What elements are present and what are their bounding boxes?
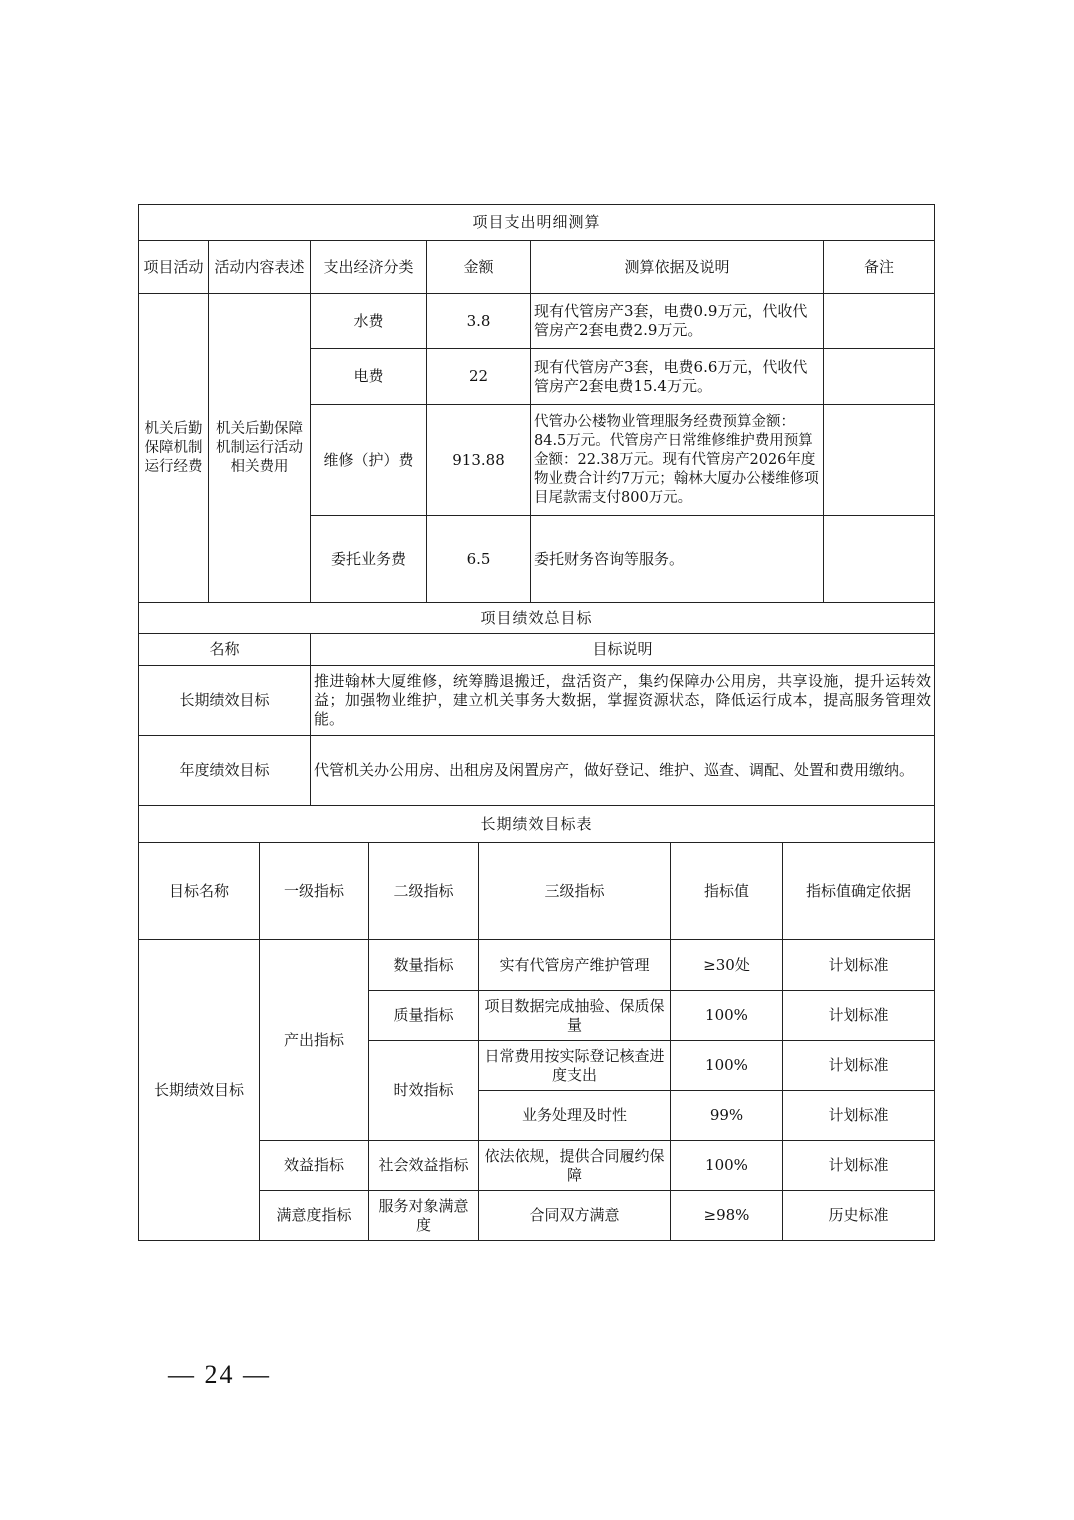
expense-basis: 代管办公楼物业管理服务经费预算金额：84.5万元。代管房产日常维修维护费用预算金额：22.38万元。现有代管房产2026年度物业费合计约7万元；翰林大厦办公楼维修项目尾款需支付800万元。	[530, 404, 824, 516]
indicator-basis: 计划标准	[782, 1140, 935, 1191]
indicator-basis: 计划标准	[782, 939, 935, 991]
level3-indicator: 项目数据完成抽验、保质保量	[478, 990, 671, 1041]
project-activity-text: 机关后勤保障机制运行经费	[144, 420, 203, 475]
expense-basis: 委托财务咨询等服务。	[530, 515, 824, 603]
level1-satisfaction: 满意度指标	[259, 1190, 369, 1241]
expense-note	[823, 293, 935, 349]
indicator-basis: 历史标准	[782, 1190, 935, 1241]
expense-category: 维修（护）费	[310, 404, 427, 516]
indicator-basis: 计划标准	[782, 990, 935, 1041]
level3-indicator: 日常费用按实际登记核查进度支出	[478, 1040, 671, 1091]
header-goal-desc: 目标说明	[310, 633, 935, 666]
header-goal-name: 目标名称	[138, 842, 260, 940]
section-title-performance-goal: 项目绩效总目标	[138, 602, 935, 634]
page-number: — 24 —	[168, 1360, 271, 1389]
activity-desc-text: 机关后勤保障机制运行活动相关费用	[216, 420, 303, 475]
level1-benefit: 效益指标	[259, 1140, 369, 1191]
indicator-value: ≥30处	[670, 939, 783, 991]
project-activity-cell	[138, 293, 209, 603]
expense-basis: 现有代管房产3套，电费0.9万元，代收代管房产2套电费2.9万元。	[530, 293, 824, 349]
indicator-basis: 计划标准	[782, 1090, 935, 1141]
indicator-value: 99%	[670, 1090, 783, 1141]
header-value-basis: 指标值确定依据	[782, 842, 935, 940]
header-name: 名称	[138, 633, 311, 666]
goal-desc: 代管机关办公用房、出租房及闲置房产，做好登记、维护、巡查、调配、处置和费用缴纳。	[310, 735, 935, 806]
expense-amount: 913.88	[426, 404, 531, 516]
header-basis: 测算依据及说明	[530, 240, 824, 294]
header-note: 备注	[823, 240, 935, 294]
goal-desc: 推进翰林大厦维修，统筹腾退搬迁，盘活资产，集约保障办公用房，共享设施，提升运转效益；加强物业维护，建立机关事务大数据，掌握资源状态，降低运行成本，提高服务管理效能。	[310, 665, 935, 736]
level2-quality: 质量指标	[368, 990, 479, 1041]
level2-social-benefit: 社会效益指标	[368, 1140, 479, 1191]
goal-name: 年度绩效目标	[138, 735, 311, 806]
header-level3: 三级指标	[478, 842, 671, 940]
long-term-goal-name: 长期绩效目标	[138, 939, 260, 1241]
level3-indicator: 依法依规，提供合同履约保障	[478, 1140, 671, 1191]
expense-amount: 22	[426, 348, 531, 405]
indicator-value: 100%	[670, 1140, 783, 1191]
section-title-long-term-table: 长期绩效目标表	[138, 805, 935, 843]
expense-category: 电费	[310, 348, 427, 405]
expense-category: 水费	[310, 293, 427, 349]
expense-amount: 6.5	[426, 515, 531, 603]
level2-service-satisfaction-text: 服务对象满意度	[378, 1196, 469, 1234]
indicator-basis: 计划标准	[782, 1040, 935, 1091]
activity-desc-cell	[208, 293, 311, 603]
expense-note	[823, 404, 935, 516]
expense-basis: 现有代管房产3套，电费6.6万元，代收代管房产2套电费15.4万元。	[530, 348, 824, 405]
header-value: 指标值	[670, 842, 783, 940]
expense-note	[823, 348, 935, 405]
level2-service-satisfaction	[368, 1190, 479, 1241]
level1-output: 产出指标	[259, 939, 369, 1141]
goal-name: 长期绩效目标	[138, 665, 311, 736]
level3-indicator: 业务处理及时性	[478, 1090, 671, 1141]
indicator-value: 100%	[670, 1040, 783, 1091]
expense-category: 委托业务费	[310, 515, 427, 603]
level3-indicator: 合同双方满意	[478, 1190, 671, 1241]
header-amount: 金额	[426, 240, 531, 294]
level2-quantity: 数量指标	[368, 939, 479, 991]
header-level1: 一级指标	[259, 842, 369, 940]
header-activity-desc: 活动内容表述	[208, 240, 311, 294]
header-economic-category: 支出经济分类	[310, 240, 427, 294]
indicator-value: ≥98%	[670, 1190, 783, 1241]
section-title-expense-detail: 项目支出明细测算	[138, 204, 935, 241]
header-project-activity: 项目活动	[138, 240, 209, 294]
expense-amount: 3.8	[426, 293, 531, 349]
indicator-value: 100%	[670, 990, 783, 1041]
expense-note	[823, 515, 935, 603]
level2-timeliness: 时效指标	[368, 1040, 479, 1141]
header-level2: 二级指标	[368, 842, 479, 940]
level3-indicator: 实有代管房产维护管理	[478, 939, 671, 991]
